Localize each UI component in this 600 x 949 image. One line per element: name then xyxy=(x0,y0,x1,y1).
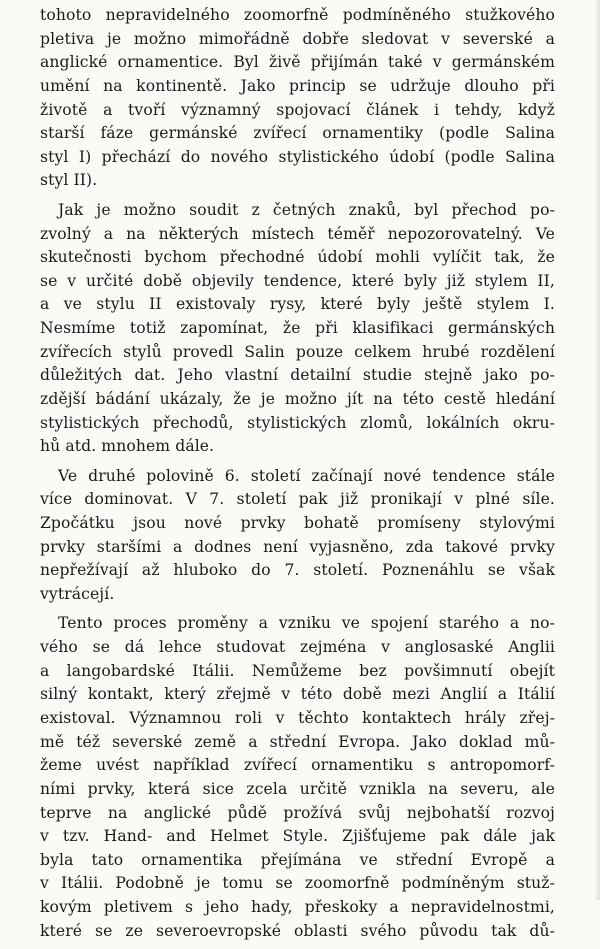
text-line: byla tato ornamentika přejímána ve střední Evropě a xyxy=(40,850,555,869)
paragraph-2 xyxy=(40,199,555,459)
text-line: tohoto nepravidelného zoomorfně podmíněného stužkového xyxy=(40,6,555,24)
text-line: styl I) přechází do nového stylistického údobí (podle Salina xyxy=(40,147,555,166)
paragraph-3 xyxy=(40,465,555,607)
text-line: zvířecích stylů provedl Salin pouze celkem hrubé rozdělení xyxy=(40,342,555,361)
text-line: a langobardské Itálii. Nemůžeme bez povšimnutí obejít xyxy=(40,661,555,680)
text-line: a ve stylu II existovaly rysy, které byly ještě stylem I. xyxy=(40,295,555,314)
text-line: ními prvky, která sice zcela určitě vznikla na severu, ale xyxy=(40,779,555,798)
text-line: které se ze severoevropské oblasti svého původu tak dů- xyxy=(40,921,555,940)
paragraph-1 xyxy=(40,4,555,193)
text-line: mě též severské země a střední Evropa. Jako doklad mů- xyxy=(40,732,555,751)
text-line: umění na kontinentě. Jako princip se udržuje dlouho při xyxy=(40,76,555,95)
text-line: stylistických přechodů, stylistických zlomů, lokálních okru- xyxy=(40,413,555,432)
text-line: teprve na anglické půdě prožívá svůj nejbohatší rozvoj xyxy=(40,803,555,822)
text-line: důležitých dat. Jeho vlastní detailní studie stejně jako po- xyxy=(40,366,555,385)
text-line: Zpočátku jsou nové prvky bohatě promíseny stylovými xyxy=(40,514,555,533)
text-line: zvolný a na některých místech téměř nepozorovatelný. Ve xyxy=(40,224,555,243)
text-line: skutečnosti bychom přechodné údobí mohli vylíčit tak, že xyxy=(40,248,555,267)
text-line: Nesmíme totiž zapomínat, že při klasifikaci germánských xyxy=(40,319,555,338)
text-line: vého se dá lehce studovat zejména v anglosaské Anglii xyxy=(40,638,555,657)
text-line: silný kontakt, který zřejmě v této době mezi Anglií a Itálií xyxy=(40,685,555,704)
text-line: Ve druhé polovině 6. století začínají nové tendence stále xyxy=(58,466,555,485)
text-line: více dominovat. V 7. století pak již pronikají v plné síle. xyxy=(40,490,555,509)
text-line: existoval. Významnou roli v těchto kontaktech hrály zřej- xyxy=(40,708,555,727)
text-line: nepřežívají až hluboko do 7. století. Poznenáhlu se však xyxy=(40,561,555,580)
text-line: anglické ornamentice. Byl živě přijímán také v germánském xyxy=(40,53,555,72)
text-line: životě a tvoří významný spojovací článek i tehdy, když xyxy=(40,100,555,119)
text-line: zdější bádání ukázaly, že je možno jít na této cestě hledání xyxy=(40,390,555,409)
text-line: starší fáze germánské zvířecí ornamentiky (podle Salina xyxy=(40,124,555,143)
text-line: žeme uvést například zvířecí ornamentiku s antropomorf- xyxy=(40,756,555,775)
text-line: Jak je možno soudit z četných znaků, byl přechod po- xyxy=(58,200,555,219)
text-line: pletiva je možno mimořádně dobře sledovat v severské a xyxy=(40,29,555,48)
text-line: Tento proces proměny a vzniku ve spojení starého a no- xyxy=(58,614,555,633)
text-line: se v určité době objevily tendence, které byly již stylem II, xyxy=(40,271,555,290)
text-line: vytrácejí. xyxy=(40,584,115,603)
text-line: prvky staršími a dodnes není vyjasněno, zda takové prvky xyxy=(40,537,555,556)
text-line: hů atd. mnohem dále. xyxy=(40,437,215,456)
paragraph-4 xyxy=(40,612,555,943)
text-line: styl II). xyxy=(40,171,98,190)
page-edge xyxy=(596,0,600,900)
text-line: v Itálii. Podobně je tomu se zoomorfně podmíněným stuž- xyxy=(40,874,555,893)
body-text xyxy=(40,4,555,949)
text-line: kovým pletivem s jeho hady, přeskoky a nepravidelnostmi, xyxy=(40,898,555,917)
text-line: v tzv. Hand- and Helmet Style. Zjišťujeme pak dále jak xyxy=(40,827,555,846)
